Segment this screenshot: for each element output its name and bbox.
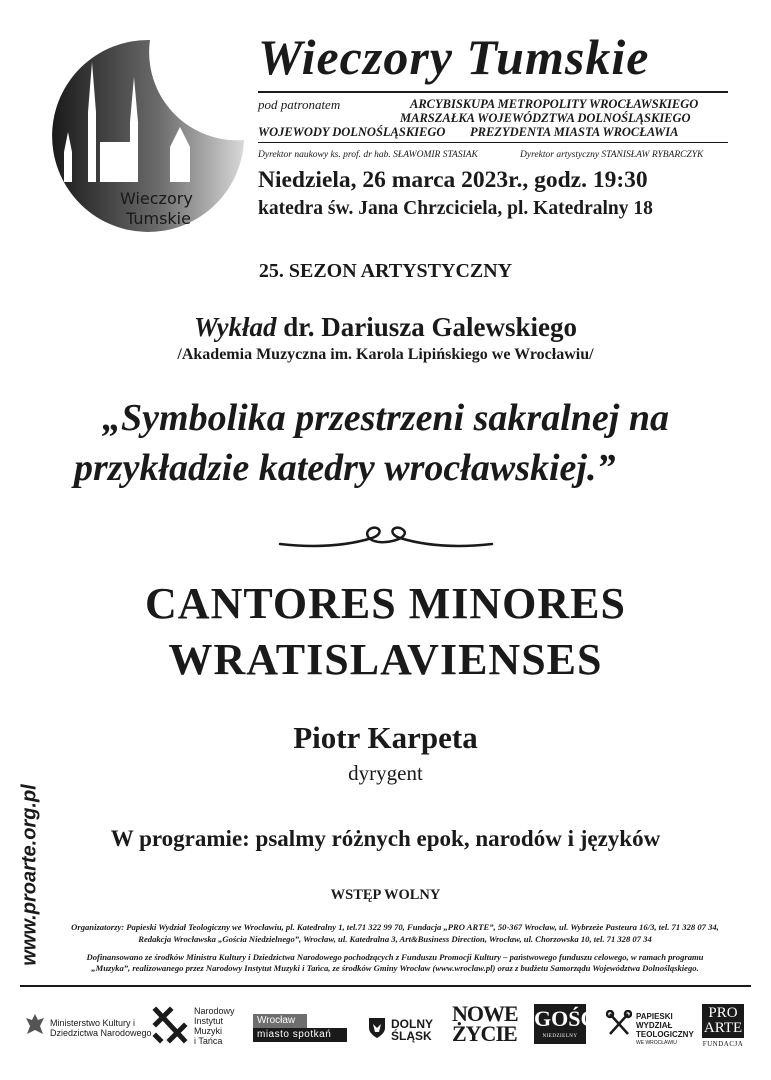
wroclaw-bottom: miasto spotkań	[253, 1028, 347, 1042]
niftm-line-3: Muzyki	[194, 1026, 223, 1036]
pwt-line-1: PAPIESKI	[636, 1012, 673, 1021]
gosc-title: GOŚĆ	[534, 1006, 597, 1031]
conductor-role: dyrygent	[348, 761, 423, 785]
nowe-line-2: ŻYCIE	[452, 1021, 517, 1046]
niftm-mark-icon	[150, 1004, 190, 1046]
funding-line-2: „Muzyka”, realizowanego przez Narodowy Instytut Muzyki i Tańca, ze środków Gminy Wrocław (www.wroclaw.pl) oraz z budżetu Samorządu Województwa Dolnośląskiego.	[91, 963, 699, 973]
scientific-director: Dyrektor naukowy ks. prof. dr hab. SŁAWOMIR STASIAK	[258, 150, 478, 160]
season-label: 25. SEZON ARTYSTYCZNY	[258, 260, 513, 282]
patron-mayor: PREZYDENTA MIASTA WROCŁAWIA	[470, 125, 679, 139]
lecture-title-line-2: przykładzie katedry wrocławskiej.”	[74, 447, 616, 489]
free-entry: WSTĘP WOLNY	[330, 887, 441, 903]
niftm-line-4: i Tańca	[194, 1036, 223, 1046]
artistic-director: Dyrektor artystyczny STANISŁAW RYBARCZYK	[520, 150, 704, 160]
pwt-line-3: TEOLOGICZNY	[636, 1030, 694, 1039]
niftm-line-1: Narodowy	[194, 1006, 235, 1016]
patron-marshal: MARSZAŁKA WOJEWÓDZTWA DOLNOŚLĄSKIEGO	[400, 111, 691, 125]
sponsor-pro-arte-logo	[702, 1004, 744, 1049]
lecture-affiliation: /Akademia Muzyczna im. Karola Lipińskiego we Wrocławiu/	[177, 346, 594, 363]
website-url: www.proarte.org.pl	[18, 784, 41, 966]
sponsor-wroclaw-logo	[253, 1014, 347, 1042]
logo-text-1: Wieczory	[120, 189, 193, 208]
program-description: W programie: psalmy różnych epok, narodów i języków	[110, 826, 661, 851]
organizers-line-2: Redakcja Wrocławska „Gościa Niedzielnego”, Wrocław, ul. Katedralna 3, Art&Business Direction, Wrocław, ul. Chorzowska 10, tel. 71 328 07 34	[138, 934, 652, 944]
ministry-name: Ministerstwo Kultury i Dziedzictwa Narodowego	[50, 1018, 152, 1038]
pwt-line-2: WYDZIAŁ	[636, 1021, 673, 1030]
wieczory-tumskie-logo	[30, 32, 250, 232]
coat-of-arms-icon	[367, 1016, 387, 1040]
funding-line-1: Dofinansowano ze środków Ministra Kultury i Dziedzictwa Narodowego pochodzących z Funduszu Promocji Kultury – państwowego funduszu celowego, w ramach programu	[86, 952, 704, 962]
lecture-prefix: Wykład	[193, 312, 277, 342]
proarte-line-2: ARTE	[703, 1020, 743, 1036]
pwt-line-4: WE WROCŁAWIU	[636, 1040, 677, 1046]
footer-rule	[20, 985, 751, 987]
niftm-line-2: Instytut	[194, 1016, 224, 1026]
dolny-line-2: ŚLĄSK	[391, 1029, 432, 1043]
patronage-label: pod patronatem	[258, 97, 341, 112]
website-vertical	[10, 775, 50, 975]
wroclaw-top: Wrocław	[253, 1014, 307, 1028]
series-title: Wieczory Tumskie	[258, 29, 650, 85]
lecture-heading	[0, 312, 771, 343]
logo-text-2: Tumskie	[126, 209, 191, 228]
eagle-emblem-icon	[24, 1012, 46, 1038]
nowe-line-1: NOWE	[452, 1001, 518, 1026]
proarte-subtitle: FUNDACJA	[702, 1040, 744, 1048]
patron-archbishop: ARCYBISKUPA METROPOLITY WROCŁAWSKIEGO	[410, 97, 699, 111]
sponsor-gosc-niedzielny-logo	[534, 1004, 597, 1044]
crossed-keys-icon	[606, 1010, 632, 1038]
ornament-divider	[276, 520, 496, 560]
lecture-title-line-1: „Symbolika przestrzeni sakralnej na	[102, 397, 669, 439]
event-date: Niedziela, 26 marca 2023r., godz. 19:30	[258, 167, 648, 193]
gosc-subtitle: NIEDZIELNY	[542, 1034, 578, 1039]
event-venue: katedra św. Jana Chrzciciela, pl. Katedralny 18	[258, 198, 653, 219]
patron-rule	[258, 142, 728, 143]
sponsor-nowe-zycie-logo	[452, 1001, 518, 1046]
choir-name-line-1: CANTORES MINORES	[145, 579, 626, 628]
patron-voivode: WOJEWODY DOLNOŚLĄSKIEGO	[258, 125, 446, 139]
choir-name-line-2: WRATISLAVIENSES	[168, 635, 603, 684]
dolny-line-1: DOLNY	[391, 1017, 433, 1031]
proarte-line-1: PRO	[708, 1005, 738, 1021]
organizers-line-1: Organizatorzy: Papieski Wydział Teologiczny we Wrocławiu, pl. Katedralny 1, tel.71 322 99 70, Fundacja „PRO ARTE”, 50-367 Wrocław, ul. Wybrzeże Pasteura 16/3, tel. 71 328 07 34,	[71, 922, 719, 932]
lecture-speaker: dr. Dariusza Galewskiego	[276, 312, 578, 342]
conductor-name: Piotr Karpeta	[293, 720, 478, 755]
header-rule	[258, 91, 728, 93]
